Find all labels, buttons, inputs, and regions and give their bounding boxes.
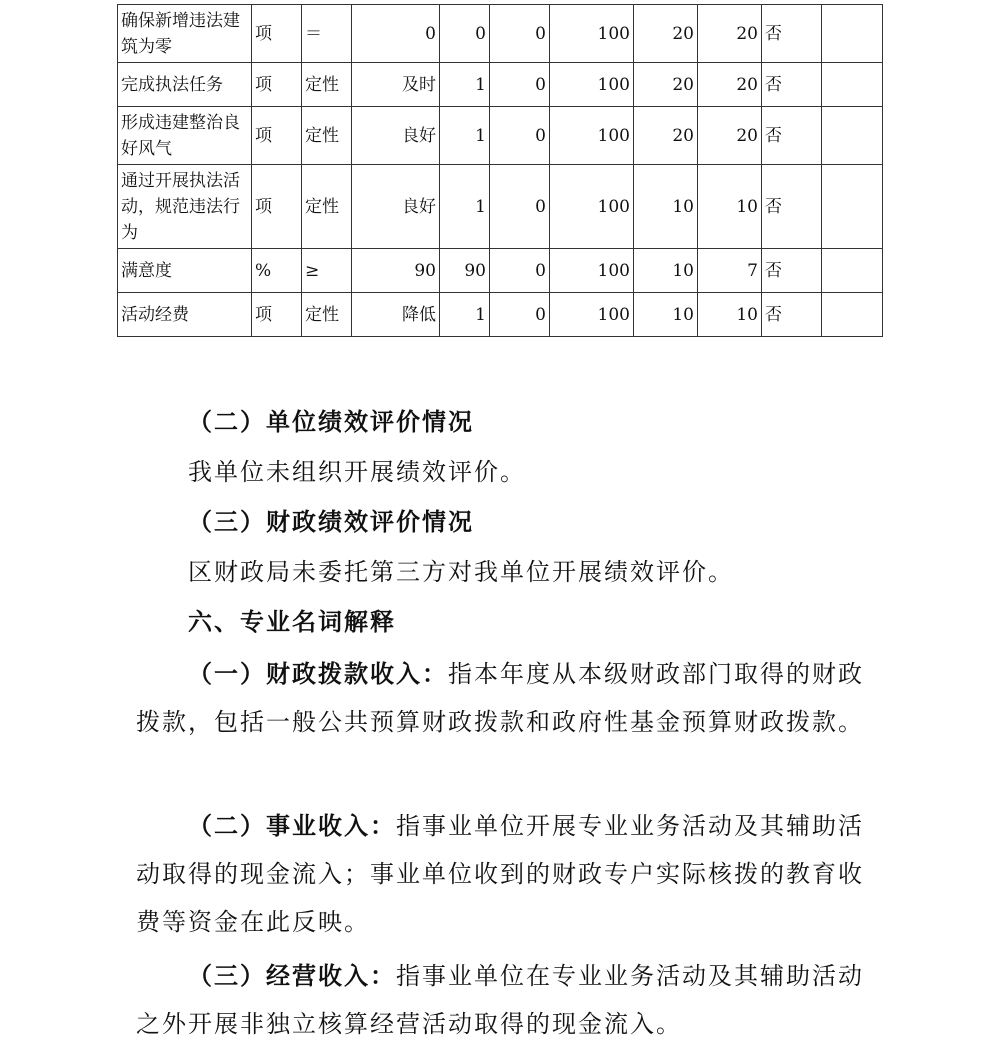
table-cell-name: 活动经费: [118, 293, 252, 337]
table-cell-c9: 20: [698, 5, 762, 63]
table-cell-c11: [822, 293, 883, 337]
table-cell-c8: 20: [634, 107, 698, 165]
term-label: （一）财政拨款收入：: [188, 659, 448, 688]
table-cell-name: 通过开展执法活动，规范违法行为: [118, 165, 252, 249]
table-cell-c7: 100: [550, 107, 634, 165]
table-cell-actual: 90: [440, 249, 490, 293]
glossary-item-business-income: [136, 802, 876, 946]
table-cell-unit: 项: [252, 165, 302, 249]
table-cell-c10: 否: [762, 249, 822, 293]
section-heading-finance-evaluation: （三）财政绩效评价情况: [188, 507, 474, 536]
table-cell-c7: 100: [550, 165, 634, 249]
term-label: （二）事业收入：: [188, 811, 396, 840]
table-cell-c10: 否: [762, 293, 822, 337]
table-cell-target: 及时: [352, 63, 440, 107]
table-cell-name: 确保新增违法建筑为零: [118, 5, 252, 63]
table-cell-op: ≥: [302, 249, 352, 293]
table-row: [118, 5, 883, 63]
table-cell-actual: 0: [440, 5, 490, 63]
table-cell-target: 90: [352, 249, 440, 293]
table-cell-unit: 项: [252, 107, 302, 165]
glossary-item-operating-income: [136, 952, 876, 1048]
table-cell-actual: 1: [440, 165, 490, 249]
term-definition: 指本年度从本级财政部门取得的财政拨款，包括一般公共预算财政拨款和政府性基金预算财政拨款。: [136, 660, 864, 736]
table-cell-c8: 10: [634, 165, 698, 249]
table-row: [118, 293, 883, 337]
table-cell-c6: 0: [490, 107, 550, 165]
paragraph-unit-evaluation: 我单位未组织开展绩效评价。: [188, 458, 526, 486]
term-definition: 指事业单位开展专业业务活动及其辅助活动取得的现金流入；事业单位收到的财政专户实际核拨的教育收费等资金在此反映。: [136, 812, 864, 936]
table-cell-c6: 0: [490, 5, 550, 63]
table-cell-op: 定性: [302, 293, 352, 337]
table-cell-c11: [822, 5, 883, 63]
table-cell-target: 降低: [352, 293, 440, 337]
table-cell-c9: 20: [698, 107, 762, 165]
paragraph-finance-evaluation: 区财政局未委托第三方对我单位开展绩效评价。: [188, 558, 734, 586]
table-cell-c11: [822, 165, 883, 249]
table-cell-c8: 20: [634, 5, 698, 63]
table-cell-c6: 0: [490, 63, 550, 107]
table-cell-c9: 20: [698, 63, 762, 107]
table-cell-c7: 100: [550, 293, 634, 337]
term-definition: 指事业单位在专业业务活动及其辅助活动之外开展非独立核算经营活动取得的现金流入。: [136, 962, 864, 1038]
table-row: [118, 63, 883, 107]
section-heading-glossary: 六、专业名词解释: [188, 607, 396, 636]
table-cell-op: 定性: [302, 107, 352, 165]
table-row: [118, 107, 883, 165]
table-row: [118, 249, 883, 293]
table-cell-unit: 项: [252, 5, 302, 63]
table-cell-c10: 否: [762, 5, 822, 63]
table-cell-c8: 20: [634, 63, 698, 107]
table-cell-unit: %: [252, 249, 302, 293]
table-cell-c11: [822, 63, 883, 107]
table-cell-op: 定性: [302, 63, 352, 107]
table-cell-unit: 项: [252, 293, 302, 337]
table-row: [118, 165, 883, 249]
table-cell-unit: 项: [252, 63, 302, 107]
table-cell-c7: 100: [550, 5, 634, 63]
table-cell-name: 完成执法任务: [118, 63, 252, 107]
table-cell-op: 定性: [302, 165, 352, 249]
table-cell-actual: 1: [440, 107, 490, 165]
term-label: （三）经营收入：: [188, 961, 396, 990]
table-cell-c11: [822, 107, 883, 165]
table-cell-c10: 否: [762, 165, 822, 249]
performance-table: [117, 4, 883, 337]
table-cell-c10: 否: [762, 63, 822, 107]
table-cell-actual: 1: [440, 63, 490, 107]
table-cell-c9: 10: [698, 293, 762, 337]
table-cell-op: ＝: [302, 5, 352, 63]
table-cell-name: 满意度: [118, 249, 252, 293]
table-cell-target: 0: [352, 5, 440, 63]
table-cell-target: 良好: [352, 165, 440, 249]
table-cell-c7: 100: [550, 63, 634, 107]
section-heading-unit-evaluation: （二）单位绩效评价情况: [188, 407, 474, 436]
table-cell-c9: 10: [698, 165, 762, 249]
table-cell-target: 良好: [352, 107, 440, 165]
table-cell-c10: 否: [762, 107, 822, 165]
table-cell-c8: 10: [634, 249, 698, 293]
table-cell-actual: 1: [440, 293, 490, 337]
table-cell-c6: 0: [490, 293, 550, 337]
table-cell-name: 形成违建整治良好风气: [118, 107, 252, 165]
table-cell-c6: 0: [490, 165, 550, 249]
table-cell-c6: 0: [490, 249, 550, 293]
table-cell-c7: 100: [550, 249, 634, 293]
table-cell-c8: 10: [634, 293, 698, 337]
table-cell-c9: 7: [698, 249, 762, 293]
glossary-item-fiscal-appropriation: [136, 650, 876, 746]
table-cell-c11: [822, 249, 883, 293]
